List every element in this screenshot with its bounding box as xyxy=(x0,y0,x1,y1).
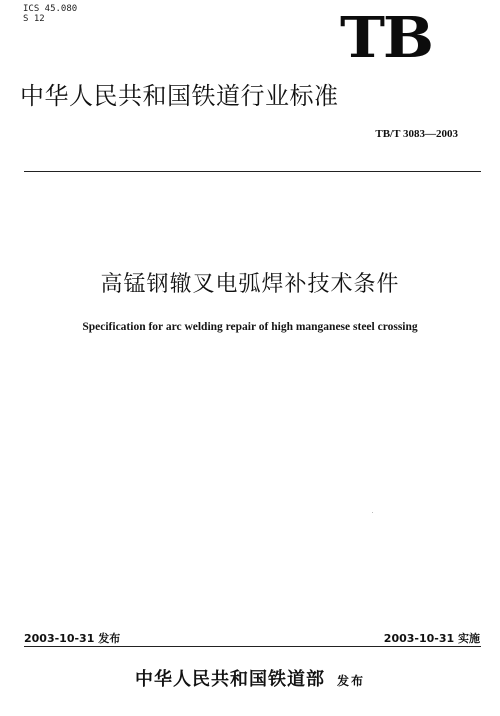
category-code: S 12 xyxy=(23,14,45,24)
issuer-line xyxy=(0,668,500,693)
english-title: Specification for arc welding repair of high manganese steel crossing xyxy=(82,321,418,333)
top-divider xyxy=(24,171,481,172)
tb-logo: TB xyxy=(340,5,432,71)
chinese-title: 高锰钢辙叉电弧焊补技术条件 xyxy=(100,272,400,297)
bottom-divider xyxy=(24,646,481,647)
implementation-date: 2003-10-31 实施 xyxy=(383,632,480,645)
standard-category-title: 中华人民共和国铁道行业标准 xyxy=(20,82,339,110)
issuer-action: 发布 xyxy=(336,674,365,688)
issuer-organization: 中华人民共和国铁道部 xyxy=(134,669,325,690)
document-number: TB/T 3083—2003 xyxy=(375,128,458,140)
classification-codes xyxy=(23,4,77,24)
issue-date: 2003-10-31 发布 xyxy=(24,632,121,645)
scan-speck xyxy=(372,512,373,513)
ics-code: ICS 45.080 xyxy=(23,4,78,14)
